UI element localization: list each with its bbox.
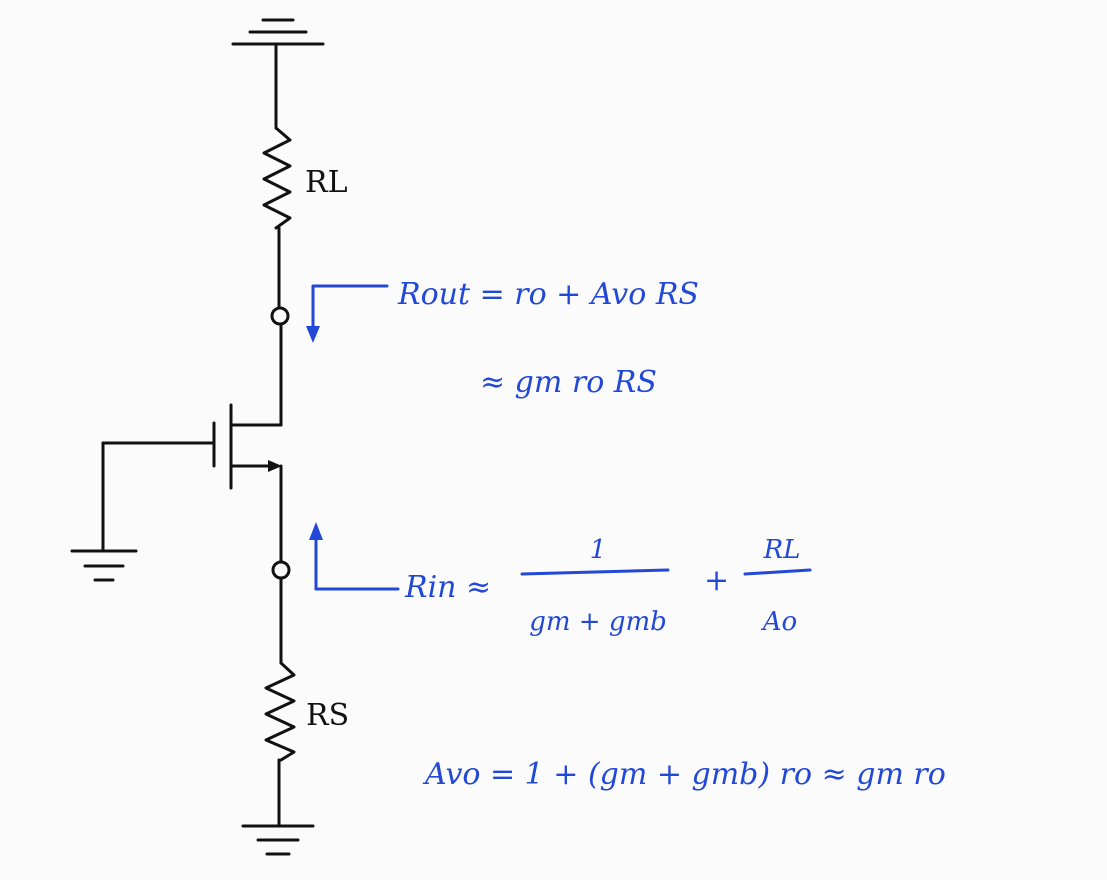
avo-equation: Avo = 1 + (gm + gmb) ro ≈ gm ro bbox=[425, 757, 946, 792]
rin-arrow-icon bbox=[309, 522, 398, 589]
rin-fraction2-denominator: Ao bbox=[762, 607, 798, 637]
output-node bbox=[272, 308, 288, 324]
rout-equation-line1: Rout = ro + Avo RS bbox=[398, 277, 699, 312]
rin-fraction1-denominator: gm + gmb bbox=[529, 607, 667, 637]
rin-fraction2-bar bbox=[745, 570, 810, 574]
rout-arrow-icon bbox=[306, 286, 387, 343]
load-resistor-label: RL bbox=[305, 165, 348, 200]
rin-fraction1-numerator: 1 bbox=[589, 535, 607, 565]
rin-fraction2-numerator: RL bbox=[763, 535, 801, 565]
rin-label: Rin ≈ bbox=[405, 570, 492, 605]
source-resistor-label: RS bbox=[306, 698, 350, 733]
gate-ground-symbol bbox=[72, 551, 136, 580]
input-node bbox=[273, 562, 289, 578]
source-resistor-zigzag bbox=[266, 663, 294, 760]
bottom-ground-symbol bbox=[243, 826, 313, 854]
load-resistor-zigzag bbox=[264, 128, 290, 228]
top-ground-symbol bbox=[233, 20, 323, 44]
rin-plus-sign: + bbox=[704, 563, 730, 598]
rin-fraction1-bar bbox=[522, 570, 668, 574]
rout-equation-line2: ≈ gm ro RS bbox=[480, 365, 657, 400]
